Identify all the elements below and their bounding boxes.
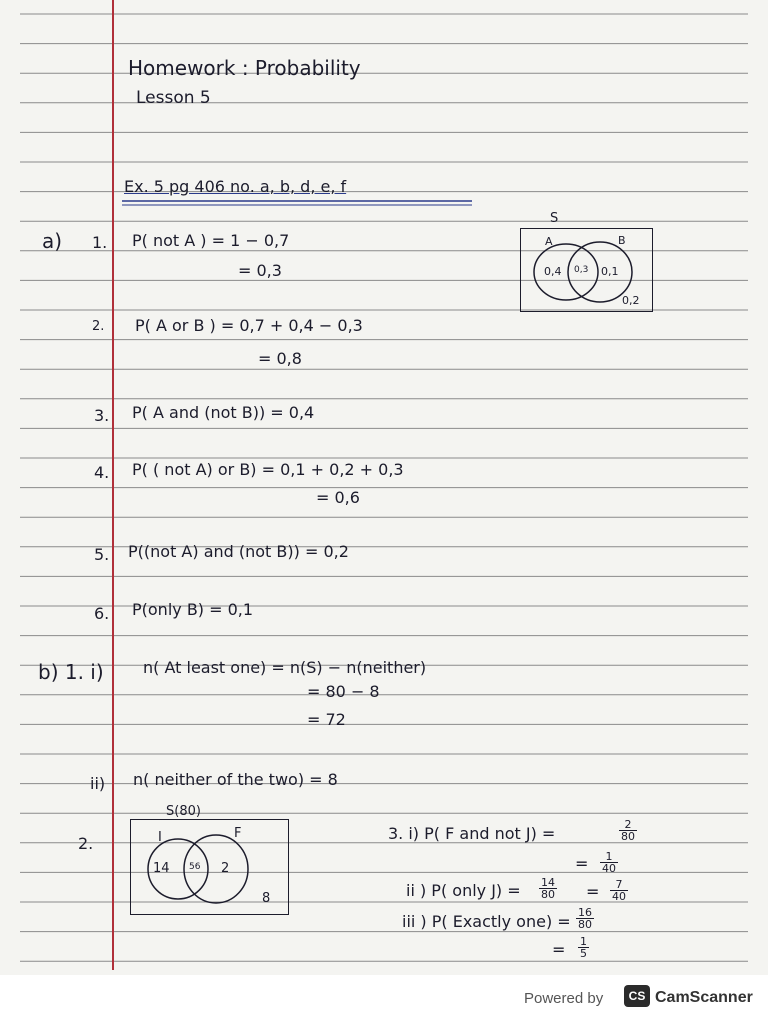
scanner-footer — [0, 975, 768, 1024]
q2-number: 2. — [92, 319, 105, 334]
b1ii-line: n( neither of the two) = 8 — [133, 770, 338, 789]
venn1-label-a: A — [545, 235, 553, 248]
q3-number: 3. — [94, 406, 110, 425]
venn1-label-b: B — [618, 234, 626, 247]
venn2-f-only: 2 — [221, 861, 230, 876]
b3ii-fraction: $\frac{14}{80}$ — [541, 876, 555, 901]
exercise-underline — [120, 198, 480, 208]
b3ii-line: ii ) P( only J) = — [406, 881, 521, 900]
b2-number: 2. — [78, 834, 94, 853]
venn2-outside: 8 — [262, 891, 271, 906]
q2-line1: P( A or B ) = 0,7 + 0,4 − 0,3 — [135, 316, 363, 335]
b3iii-fraction: $\frac{16}{80}$ — [578, 906, 592, 931]
venn1-set-label: S — [550, 211, 559, 226]
b3iii-result: $\frac{1}{5}$ — [580, 935, 587, 960]
part-b-label: b) 1. i) — [38, 660, 104, 684]
q2-line2: = 0,8 — [258, 349, 302, 368]
q6-number: 6. — [94, 604, 110, 623]
b1ii-number: ii) — [90, 774, 106, 793]
b3i-result: $\frac{1}{40}$ — [602, 850, 616, 875]
venn1-outside: 0,2 — [622, 294, 640, 307]
venn2-label-i: I — [158, 830, 162, 845]
q5-number: 5. — [94, 545, 110, 564]
part-a-label: a) — [42, 229, 63, 253]
b3ii-equals: = — [586, 882, 600, 901]
venn2-both: 56 — [189, 862, 201, 872]
exercise-reference: Ex. 5 pg 406 no. a, b, d, e, f — [124, 177, 347, 196]
q1-line2: = 0,3 — [238, 261, 282, 280]
b1i-line2: = 80 − 8 — [307, 682, 380, 701]
venn1-b-only: 0,1 — [601, 265, 619, 278]
lesson-label: Lesson 5 — [136, 88, 211, 108]
venn2-label-f: F — [234, 826, 242, 841]
q4-line2: = 0,6 — [316, 488, 360, 507]
q1-line1: P( not A ) = 1 − 0,7 — [132, 231, 290, 250]
page-title: Homework : Probability — [128, 56, 361, 80]
b3i-equals: = — [575, 854, 589, 873]
b3iii-line: iii ) P( Exactly one) = — [402, 912, 571, 931]
q1-number: 1. — [92, 233, 108, 252]
b3iii-equals: = — [552, 940, 566, 959]
venn2-i-only: 14 — [153, 861, 170, 876]
q3-line1: P( A and (not B)) = 0,4 — [132, 403, 315, 422]
camscanner-brand: CamScanner — [655, 989, 753, 1006]
powered-by-text: Powered by — [524, 990, 604, 1007]
q4-line1: P( ( not A) or B) = 0,1 + 0,2 + 0,3 — [132, 460, 404, 479]
q6-line1: P(only B) = 0,1 — [132, 600, 254, 619]
venn2-set-label: S(80) — [166, 804, 201, 819]
b1i-line3: = 72 — [307, 710, 346, 729]
q5-line1: P((not A) and (not B)) = 0,2 — [128, 542, 349, 561]
b3i-line: 3. i) P( F and not J) = — [388, 824, 556, 843]
b3ii-result: $\frac{7}{40}$ — [612, 878, 626, 903]
b3i-fraction: $\frac{2}{80}$ — [621, 818, 635, 843]
q4-number: 4. — [94, 463, 110, 482]
venn1-both: 0,3 — [574, 265, 589, 275]
venn1-a-only: 0,4 — [544, 265, 562, 278]
camscanner-logo-icon: CS — [624, 985, 650, 1007]
b1i-line1: n( At least one) = n(S) − n(neither) — [143, 658, 427, 677]
